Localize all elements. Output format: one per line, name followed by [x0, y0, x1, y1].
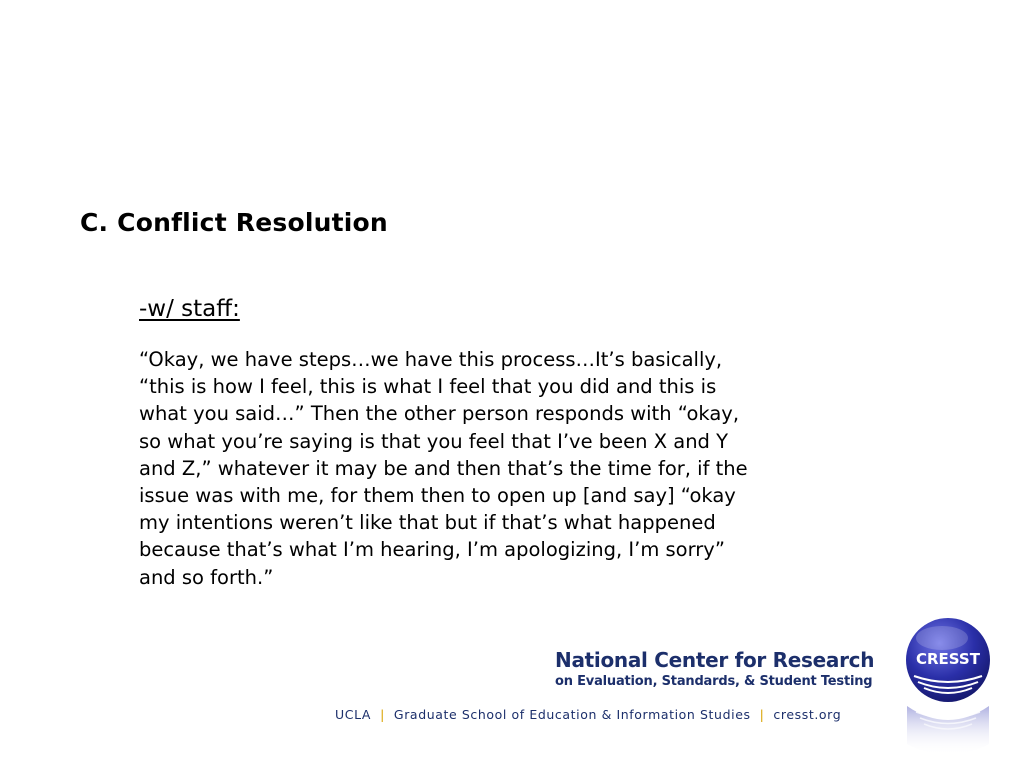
section-subheading: -w/ staff:: [139, 296, 240, 322]
quote-line: so what you’re saying is that you feel that I’ve been X and Y: [139, 429, 729, 453]
footer-link-gseis[interactable]: Graduate School of Education & Information Studies: [393, 707, 751, 722]
quote-line: issue was with me, for them then to open up [and say] “okay: [139, 484, 736, 508]
quote-line: my intentions weren’t like that but if that’s what happened: [139, 511, 716, 535]
footer-separator: |: [759, 707, 765, 722]
footer-links: [335, 707, 841, 722]
org-name: National Center for Research: [555, 648, 875, 672]
slide-title: C. Conflict Resolution: [80, 208, 388, 237]
cresst-logo-icon: [902, 616, 994, 768]
footer-organization: [555, 648, 874, 689]
footer-link-ucla[interactable]: UCLA: [335, 707, 372, 722]
quote-line: because that’s what I’m hearing, I’m apologizing, I’m sorry”: [139, 538, 725, 562]
quote-line: “Okay, we have steps…we have this process…It’s basically,: [139, 348, 723, 371]
logo-text: CRESST: [916, 650, 980, 668]
quote-paragraph: [139, 346, 839, 591]
quote-line: and Z,” whatever it may be and then that’s the time for, if the: [139, 456, 748, 480]
footer-link-cresst[interactable]: cresst.org: [773, 707, 842, 722]
quote-line: “this is how I feel, this is what I feel that you did and this is: [139, 375, 717, 399]
quote-line: what you said…” Then the other person responds with “okay,: [139, 402, 740, 426]
footer-separator: |: [380, 707, 385, 722]
org-subtitle: on Evaluation, Standards, & Student Testing: [555, 674, 873, 689]
quote-line: and so forth.”: [139, 565, 274, 589]
